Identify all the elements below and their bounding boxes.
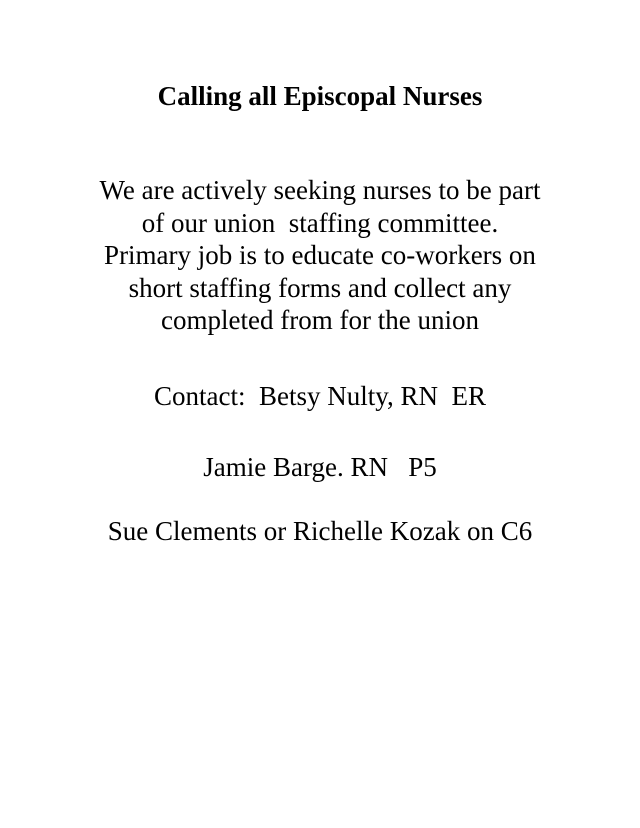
body-line: Primary job is to educate co-workers on: [104, 240, 536, 270]
contact-line-jamie: Jamie Barge. RN P5: [203, 452, 437, 482]
body-line: short staffing forms and collect any: [128, 272, 512, 303]
body-line: We are actively seeking nurses to be part: [99, 175, 541, 205]
flyer-title: Calling all Episcopal Nurses: [157, 81, 483, 111]
body-line: completed from for the union: [161, 305, 479, 335]
body-line: of our union staffing committee.: [141, 207, 499, 238]
contact-line-betsy: Contact: Betsy Nulty, RN ER: [154, 381, 486, 411]
body-paragraph: [20, 174, 620, 337]
contact-line-sue-richelle: Sue Clements or Richelle Kozak on C6: [107, 516, 533, 546]
